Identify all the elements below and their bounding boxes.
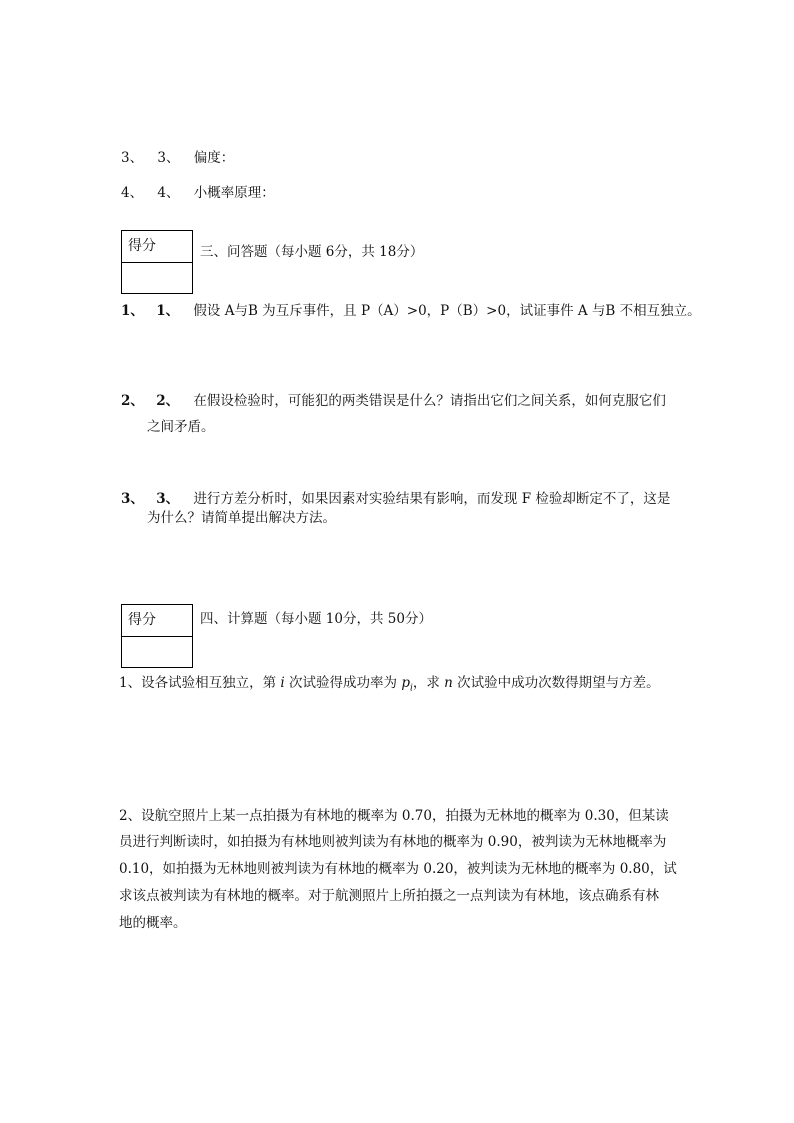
question-3-2-line-2: 之间矛盾。: [147, 419, 215, 435]
question-3-3: [121, 487, 670, 507]
item-text: 偏度：: [193, 150, 235, 166]
question-number-repeat: 2、: [156, 393, 180, 409]
question-text-line-1: 进行方差分析时，如果因素对实验结果有影响，而发现 F 检验却断定不了，这是: [193, 491, 671, 507]
question-number-repeat: 3、: [156, 491, 180, 507]
item-4-small-probability: [121, 181, 275, 201]
variable-i: i: [280, 675, 285, 691]
question-text-mid: 次试验得成功率为: [289, 675, 398, 691]
variable-p: p: [401, 675, 410, 691]
section-4-title: 四、计算题（每小题 10分，共 50分）: [200, 611, 432, 627]
item-3-skewness: [121, 146, 234, 166]
question-4-2-line-4: 求该点被判读为有林地的概率。对于航测照片上所拍摄之一点判读为有林地，该点确系有林: [119, 888, 659, 904]
item-number: 4、: [121, 185, 144, 201]
question-text: 假设 A与B 为互斥事件，且 P（A）>0，P（B）>0，试证事件 A 与B 不相互独立。: [193, 303, 701, 319]
question-4-2-line-3: 0.10，如拍摄为无林地则被判读为有林地的概率为 0.20，被判读为无林地的概率为 0.80，试: [119, 861, 677, 877]
question-4-2-line-1: 2、设航空照片上某一点拍摄为有林地的概率为 0.70，拍摄为无林地的概率为 0.30，但某读: [119, 808, 669, 824]
item-text: 小概率原理：: [193, 185, 275, 201]
section-3-title: 三、问答题（每小题 6分，共 18分）: [200, 244, 424, 260]
question-3-3-line-2: 为什么？请简单提出解决方法。: [147, 510, 336, 526]
score-box-section-3: [121, 230, 193, 294]
question-text-suffix: 次试验中成功次数得期望与方差。: [457, 675, 660, 691]
question-text-line-1: 在假设检验时，可能犯的两类错误是什么？请指出它们之间关系，如何克服它们: [193, 393, 666, 409]
question-text-prefix: 1、设各试验相互独立，第: [119, 675, 277, 691]
question-number-repeat: 1、: [156, 303, 180, 319]
score-label: 得分: [122, 231, 192, 263]
question-4-2-line-5: 地的概率。: [119, 915, 187, 931]
question-4-2-line-2: 员进行判断读时，如拍摄为有林地则被判读为有林地的概率为 0.90，被判读为无林地概率为: [119, 834, 667, 850]
item-number: 3、: [121, 150, 144, 166]
question-3-1: [121, 299, 701, 319]
question-4-1: [119, 671, 660, 694]
question-number: 3、: [121, 491, 144, 507]
question-number: 1、: [121, 303, 144, 319]
question-3-2: [121, 389, 666, 409]
question-number: 2、: [121, 393, 144, 409]
score-label: 得分: [122, 605, 192, 637]
variable-p-subscript: i: [409, 683, 413, 694]
score-box-section-4: [121, 604, 193, 668]
item-number-repeat: 4、: [157, 185, 180, 201]
question-text-mid-2: ，求: [412, 675, 440, 691]
variable-n: n: [444, 675, 453, 691]
item-number-repeat: 3、: [157, 150, 180, 166]
